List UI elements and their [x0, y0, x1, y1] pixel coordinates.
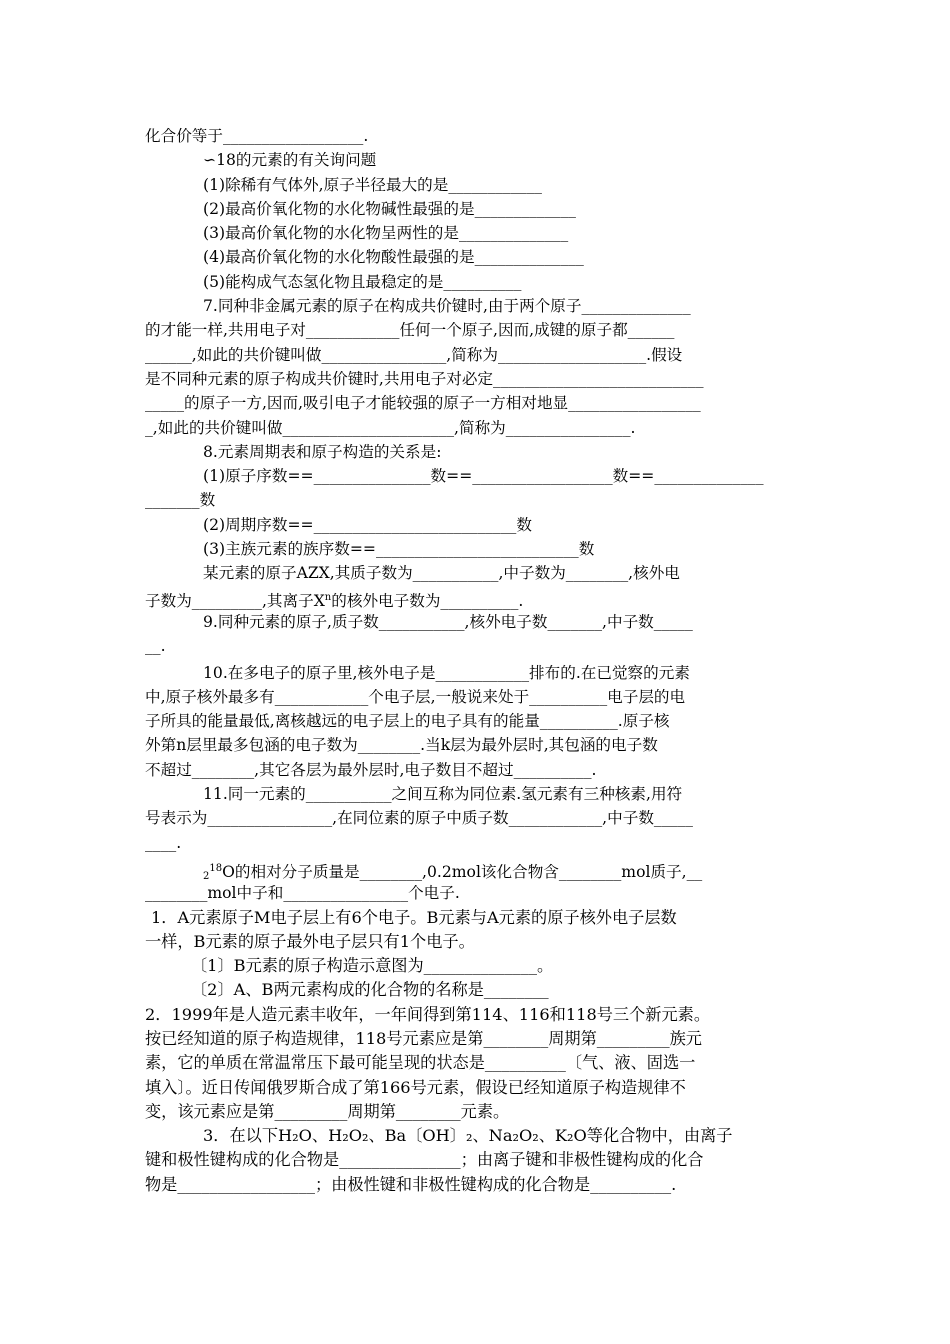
text-line [145, 270, 810, 294]
text-line [145, 661, 810, 685]
text-line [145, 930, 810, 954]
text-line [145, 978, 810, 1002]
line-text: 物是_________________；由极性键和非极性键构成的化合物是__________. [145, 1174, 677, 1194]
line-text: 按已经知道的原子构造规律，118号元素应是第________周期第_________族元 [145, 1028, 702, 1048]
line-text: 〔2〕A、B两元素构成的化合物的名称是________ [191, 980, 549, 1000]
text-line [145, 1173, 810, 1197]
line-text: 是不同种元素的原子构成共价键时,共用电子对必定___________________________ [145, 369, 704, 388]
line-text: (1)原子序数==_______________数==__________________数==______________ [203, 467, 764, 486]
line-text: (3)主族元素的族序数==__________________________数 [203, 540, 595, 559]
text-line [145, 318, 810, 342]
line-text: __. [145, 637, 166, 656]
line-text: ______,如此的共价键叫做________________,简称为___________________.假设 [145, 345, 683, 364]
line-text: (4)最高价氧化物的水化物酸性最强的是______________ [203, 248, 584, 267]
line-text: 〔1〕B元素的原子构造示意图为______________。 [191, 956, 554, 976]
line-text: ____. [145, 833, 182, 852]
superscript: 18 [209, 862, 223, 874]
text-line [145, 610, 810, 634]
line-text: 一样，B元素的原子最外电子层只有1个电子。 [145, 931, 475, 951]
line-text: 3．在以下H₂O、H₂O₂、Ba〔OH〕₂、Na₂O₂、K₂O等化合物中，由离子 [203, 1126, 733, 1146]
text-line [145, 488, 810, 512]
line-text: _______数 [145, 491, 216, 510]
text-line [145, 464, 810, 488]
text-line [145, 954, 810, 978]
line-text: 外第n层里最多包涵的电子数为________.当k层为最外层时,其包涵的电子数 [145, 736, 658, 755]
text-line [145, 245, 810, 269]
text-line [145, 173, 810, 197]
line-text: 键和极性键构成的化合物是_______________；由离子键和非极性键构成的化合 [145, 1150, 704, 1170]
text-line [145, 906, 810, 930]
text-line [145, 1148, 810, 1172]
text-line [145, 782, 810, 806]
line-text: 某元素的原子AZX,其质子数为___________,中子数为________,核外电 [203, 564, 680, 583]
text-line [145, 294, 810, 318]
line-text: 1．A元素原子M电子层上有6个电子。B元素与A元素的原子核外电子层数 [151, 907, 677, 927]
line-text: ________mol中子和________________个电子. [145, 884, 460, 903]
line-text: 子数为_________,其离子X [145, 591, 325, 610]
document-page [145, 124, 810, 1197]
text-line [145, 881, 810, 905]
line-text: ∽18的元素的有关询问题 [203, 151, 377, 170]
text-line [145, 634, 810, 658]
line-text: 号表示为________________,在同位素的原子中质子数____________,中子数_____ [145, 809, 693, 828]
text-line [145, 1100, 810, 1124]
text-line [145, 148, 810, 172]
text-line [145, 733, 810, 757]
text-line [145, 1027, 810, 1051]
superscript: n [324, 591, 332, 603]
line-text: 子所具的能量最低,离核越远的电子层上的电子具有的能量__________.原子核 [145, 712, 670, 731]
line-text: (5)能构成气态氢化物且最稳定的是__________ [203, 272, 522, 291]
text-line [145, 513, 810, 537]
text-line [145, 561, 810, 585]
text-line [145, 440, 810, 464]
text-line [145, 685, 810, 709]
line-text-tail: 的核外电子数为__________. [331, 591, 524, 610]
line-text: 化合价等于__________________. [145, 127, 369, 145]
line-text: _____的原子一方,因而,吸引电子才能较强的原子一方相对地显_________________ [145, 394, 701, 413]
line-text: 填入〕。近日传闻俄罗斯合成了第166号元素，假设已经知道原子构造规律不 [145, 1077, 686, 1097]
line-text: (1)除稀有气体外,原子半径最大的是____________ [203, 175, 542, 194]
line-text: (3)最高价氧化物的水化物呈两性的是______________ [203, 224, 569, 243]
line-text: 的才能一样,共用电子对____________任何一个原子,因而,成键的原子都______ [145, 321, 675, 340]
line-text: 中,原子核外最多有____________个电子层,一般说来处于__________电子层的电 [145, 687, 686, 706]
text-line [145, 197, 810, 221]
text-line [145, 343, 810, 367]
text-line [145, 367, 810, 391]
text-line [145, 1003, 810, 1027]
line-text: O的相对分子质量是________,0.2mol该化合物含________mol质子,__ [222, 862, 703, 881]
line-text: _,如此的共价键叫做______________________,简称为________________. [145, 418, 636, 437]
text-line [145, 1051, 810, 1075]
line-text: 7.同种非金属元素的原子在构成共价键时,由于两个原子______________ [203, 297, 691, 316]
text-line [145, 124, 810, 148]
line-text: 素，它的单质在常温常压下最可能呈现的状态是__________〔气、液、固选一 [145, 1053, 696, 1073]
line-text: 10.在多电子的原子里,核外电子是____________排布的.在已觉察的元素 [203, 663, 690, 682]
line-text: 11.同一元素的___________之间互称为同位素.氢元素有三种核素,用符 [203, 785, 683, 804]
line-text: 变，该元素应是第_________周期第________元素。 [145, 1101, 510, 1121]
text-line [145, 1076, 810, 1100]
line-text: 不超过________,其它各层为最外层时,电子数目不超过__________. [145, 760, 597, 779]
line-text: 2．1999年是人造元素丰收年，一年间得到第114、116和118号三个新元素。 [145, 1004, 711, 1024]
text-line [145, 586, 810, 610]
line-text: 9.同种元素的原子,质子数___________,核外电子数_______,中子数_____ [203, 612, 693, 631]
text-line [145, 416, 810, 440]
line-text: (2)最高价氧化物的水化物碱性最强的是_____________ [203, 199, 576, 218]
subscript: 2 [203, 870, 210, 882]
text-line [145, 709, 810, 733]
text-line [145, 221, 810, 245]
text-line [145, 391, 810, 415]
text-line [145, 857, 810, 881]
text-line [145, 1124, 810, 1148]
line-text: 8.元素周期表和原子构造的关系是: [203, 442, 442, 461]
text-line [145, 806, 810, 830]
text-line [145, 537, 810, 561]
line-text: (2)周期序数==__________________________数 [203, 515, 532, 534]
text-line [145, 831, 810, 855]
text-line [145, 758, 810, 782]
